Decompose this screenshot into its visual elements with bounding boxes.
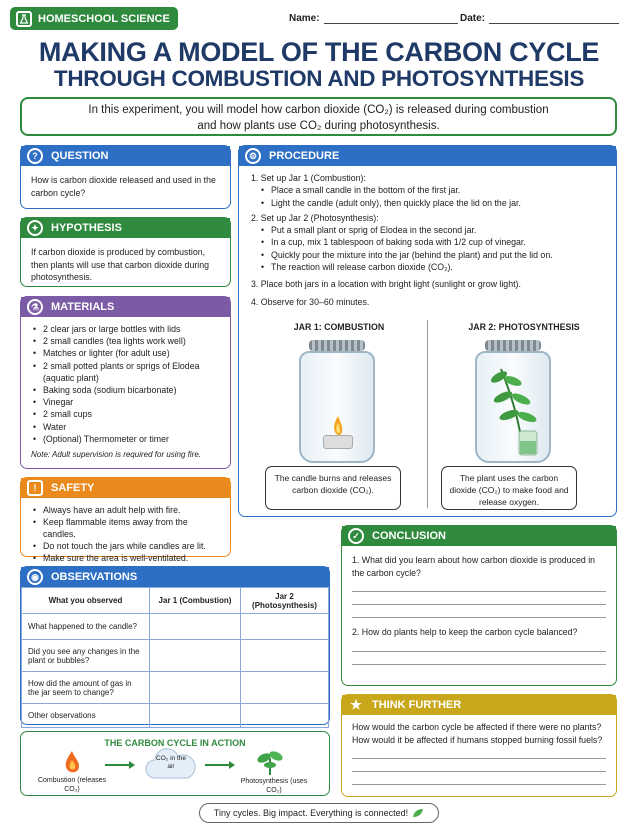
jar1-illustration <box>299 340 375 463</box>
flask-icon <box>16 11 32 27</box>
beaker-icon: ⚗ <box>27 299 43 315</box>
badge-label: HOMESCHOOL SCIENCE <box>38 12 170 25</box>
answer-line[interactable] <box>352 592 606 605</box>
cycle-photosynthesis-label: Photosynthesis (uses CO₂) <box>240 778 308 794</box>
jar1-cell[interactable] <box>150 704 241 728</box>
materials-heading: MATERIALS <box>51 301 115 313</box>
list-item: • Put a small plant or sprig of Elodea in the second jar. <box>259 224 604 236</box>
question-card <box>20 145 231 209</box>
table-header: Jar 2 (Photosynthesis) <box>241 588 329 614</box>
think-further-card <box>341 694 617 797</box>
conclusion-q2: 2. How do plants help to keep the carbon cycle balanced? <box>352 627 578 637</box>
think-further-text: How would the carbon cycle be affected if there were no plants? How would it be affected if humans stopped burning fossil fuels? <box>352 722 603 745</box>
step2-list <box>259 224 604 273</box>
list-item: • Baking soda (sodium bicarbonate) <box>31 384 220 396</box>
safety-header <box>21 478 230 498</box>
date-line[interactable] <box>489 13 619 24</box>
arrow-right-icon <box>205 760 237 770</box>
question-mark-icon: ? <box>27 148 43 164</box>
materials-card <box>20 296 231 469</box>
conclusion-q1: 1. What did you learn about how carbon dioxide is produced in the carbon cycle? <box>352 555 596 578</box>
table-row <box>22 672 329 704</box>
page-title-line1: MAKING A MODEL OF THE CARBON CYCLE <box>38 37 600 67</box>
footer-tagline <box>199 803 439 823</box>
jar1-label: JAR 1: COMBUSTION <box>293 322 385 332</box>
plant-icon <box>483 359 547 459</box>
list-item: • Place a small candle in the bottom of the first jar. <box>259 184 604 196</box>
row-label: How did the amount of gas in the jar seem to change? <box>22 672 150 704</box>
list-item: • Water <box>31 421 220 433</box>
hypothesis-text: If carbon dioxide is produced by combustion, then plants will use that carbon dioxide during photosynthesis. <box>31 247 210 282</box>
safety-heading: SAFETY <box>51 482 95 494</box>
procedure-header <box>239 146 616 166</box>
procedure-card <box>238 145 617 517</box>
procedure-step2: 2. Set up Jar 2 (Photosynthesis): <box>251 212 379 223</box>
table-row <box>22 704 329 728</box>
question-header <box>21 146 230 166</box>
gear-icon: ⚙ <box>245 148 261 164</box>
fire-icon <box>63 750 81 774</box>
check-circle-icon: ✓ <box>348 528 364 544</box>
cycle-air-label: CO₂ in the air <box>156 755 186 770</box>
table-row <box>22 614 329 640</box>
jar2-illustration <box>475 340 551 463</box>
jar-lid <box>485 340 541 351</box>
list-item: • 2 small candles (tea lights work well) <box>31 335 220 347</box>
jar1-cell[interactable] <box>150 640 241 672</box>
jar2-cell[interactable] <box>241 704 329 728</box>
jar1-cell[interactable] <box>150 614 241 640</box>
hypothesis-heading: HYPOTHESIS <box>51 222 122 234</box>
leaf-icon <box>412 808 424 818</box>
jar-divider <box>427 320 428 508</box>
list-item: • Make sure the area is well-ventilated. <box>31 552 220 564</box>
observations-table <box>21 587 329 728</box>
jar2-cell[interactable] <box>241 672 329 704</box>
jar-lid <box>309 340 365 351</box>
answer-line[interactable] <box>352 639 606 652</box>
intro-line2: and how plants use CO₂ during photosynthesis. <box>197 120 440 132</box>
think-further-header <box>342 695 616 715</box>
date-field[interactable] <box>460 13 619 24</box>
procedure-step1: 1. Set up Jar 1 (Combustion): <box>251 173 366 183</box>
footer-text: Tiny cycles. Big impact. Everything is connected! <box>213 808 409 818</box>
star-icon: ★ <box>350 697 362 712</box>
list-item: • 2 clear jars or large bottles with lids <box>31 323 220 335</box>
procedure-step4: 4. Observe for 30–60 minutes. <box>251 296 370 307</box>
lightbulb-icon: ✦ <box>27 220 43 236</box>
observations-card <box>20 566 330 725</box>
row-label: Other observations <box>22 704 150 728</box>
seedling-icon <box>257 748 283 776</box>
page-title-line2: THROUGH COMBUSTION AND PHOTOSYNTHESIS <box>53 66 585 91</box>
flame-icon <box>331 415 345 437</box>
materials-list <box>31 323 220 445</box>
jar-body <box>299 351 375 463</box>
answer-line[interactable] <box>352 605 606 618</box>
list-item: • Matches or lighter (for adult use) <box>31 347 220 359</box>
intro-line1: In this experiment, you will model how carbon dioxide (CO₂) is released during combustion <box>88 104 549 116</box>
list-item: • In a cup, mix 1 tablespoon of baking soda with 1/2 cup of vinegar. <box>259 236 604 248</box>
list-item: • Keep flammable items away from the candles. <box>31 516 220 540</box>
materials-note: Note: Adult supervision is required for using fire. <box>31 450 202 460</box>
list-item: • Do not touch the jars while candles are lit. <box>31 540 220 552</box>
candle-icon <box>323 435 353 449</box>
list-item: • Always have an adult help with fire. <box>31 504 220 516</box>
arrow-right-icon <box>105 760 137 770</box>
cycle-combustion-label: Combustion (releases CO₂) <box>37 777 107 793</box>
date-label: Date: <box>460 13 486 24</box>
observations-header <box>21 567 329 587</box>
intro-box <box>20 97 617 136</box>
jar2-cell[interactable] <box>241 614 329 640</box>
name-field[interactable] <box>289 13 458 24</box>
conclusion-card <box>341 525 617 686</box>
carbon-cycle-box <box>20 731 330 796</box>
row-label: Did you see any changes in the plant or bubbles? <box>22 640 150 672</box>
list-item: • (Optional) Thermometer or timer <box>31 433 220 445</box>
cycle-heading: THE CARBON CYCLE IN ACTION <box>104 738 246 748</box>
table-row <box>22 640 329 672</box>
answer-line[interactable] <box>352 652 606 665</box>
answer-line[interactable] <box>352 772 606 785</box>
jar1-cell[interactable] <box>150 672 241 704</box>
answer-line[interactable] <box>352 579 606 592</box>
jar-body <box>475 351 551 463</box>
shield-icon: ! <box>27 480 43 496</box>
safety-list <box>31 504 220 564</box>
safety-card <box>20 477 231 563</box>
list-item: • 2 small potted plants or sprigs of Elodea (aquatic plant) <box>31 360 220 384</box>
jar2-label: JAR 2: PHOTOSYNTHESIS <box>468 322 580 332</box>
list-item: • 2 small cups <box>31 408 220 420</box>
homeschool-science-badge <box>10 7 178 30</box>
table-header: What you observed <box>22 588 150 614</box>
name-label: Name: <box>289 13 320 24</box>
jar2-cell[interactable] <box>241 640 329 672</box>
table-header: Jar 1 (Combustion) <box>150 588 241 614</box>
think-further-heading: THINK FURTHER <box>372 699 462 711</box>
hypothesis-card <box>20 217 231 287</box>
question-heading: QUESTION <box>51 150 109 162</box>
procedure-heading: PROCEDURE <box>269 150 340 162</box>
materials-header <box>21 297 230 317</box>
eye-icon: ◉ <box>27 569 43 585</box>
conclusion-heading: CONCLUSION <box>372 530 446 542</box>
step1-list <box>259 184 604 209</box>
hypothesis-header <box>21 218 230 238</box>
conclusion-header <box>342 526 616 546</box>
question-text: How is carbon dioxide released and used in the carbon cycle? <box>31 175 216 198</box>
jar2-caption: The plant uses the carbon dioxide (CO₂) to make food and release oxygen. <box>441 466 577 510</box>
name-line[interactable] <box>324 13 458 24</box>
observations-heading: OBSERVATIONS <box>51 571 138 583</box>
answer-line[interactable] <box>352 759 606 772</box>
list-item: • The reaction will release carbon dioxide (CO₂). <box>259 261 604 273</box>
list-item: • Quickly pour the mixture into the jar (behind the plant) and put the lid on. <box>259 249 604 261</box>
row-label: What happened to the candle? <box>22 614 150 640</box>
list-item: • Vinegar <box>31 396 220 408</box>
jar1-caption: The candle burns and releases carbon dioxide (CO₂). <box>265 466 401 510</box>
procedure-step3: 3. Place both jars in a location with bright light (sunlight or grow light). <box>251 279 521 290</box>
answer-line[interactable] <box>352 746 606 759</box>
list-item: • Light the candle (adult only), then quickly place the lid on the jar. <box>259 197 604 209</box>
